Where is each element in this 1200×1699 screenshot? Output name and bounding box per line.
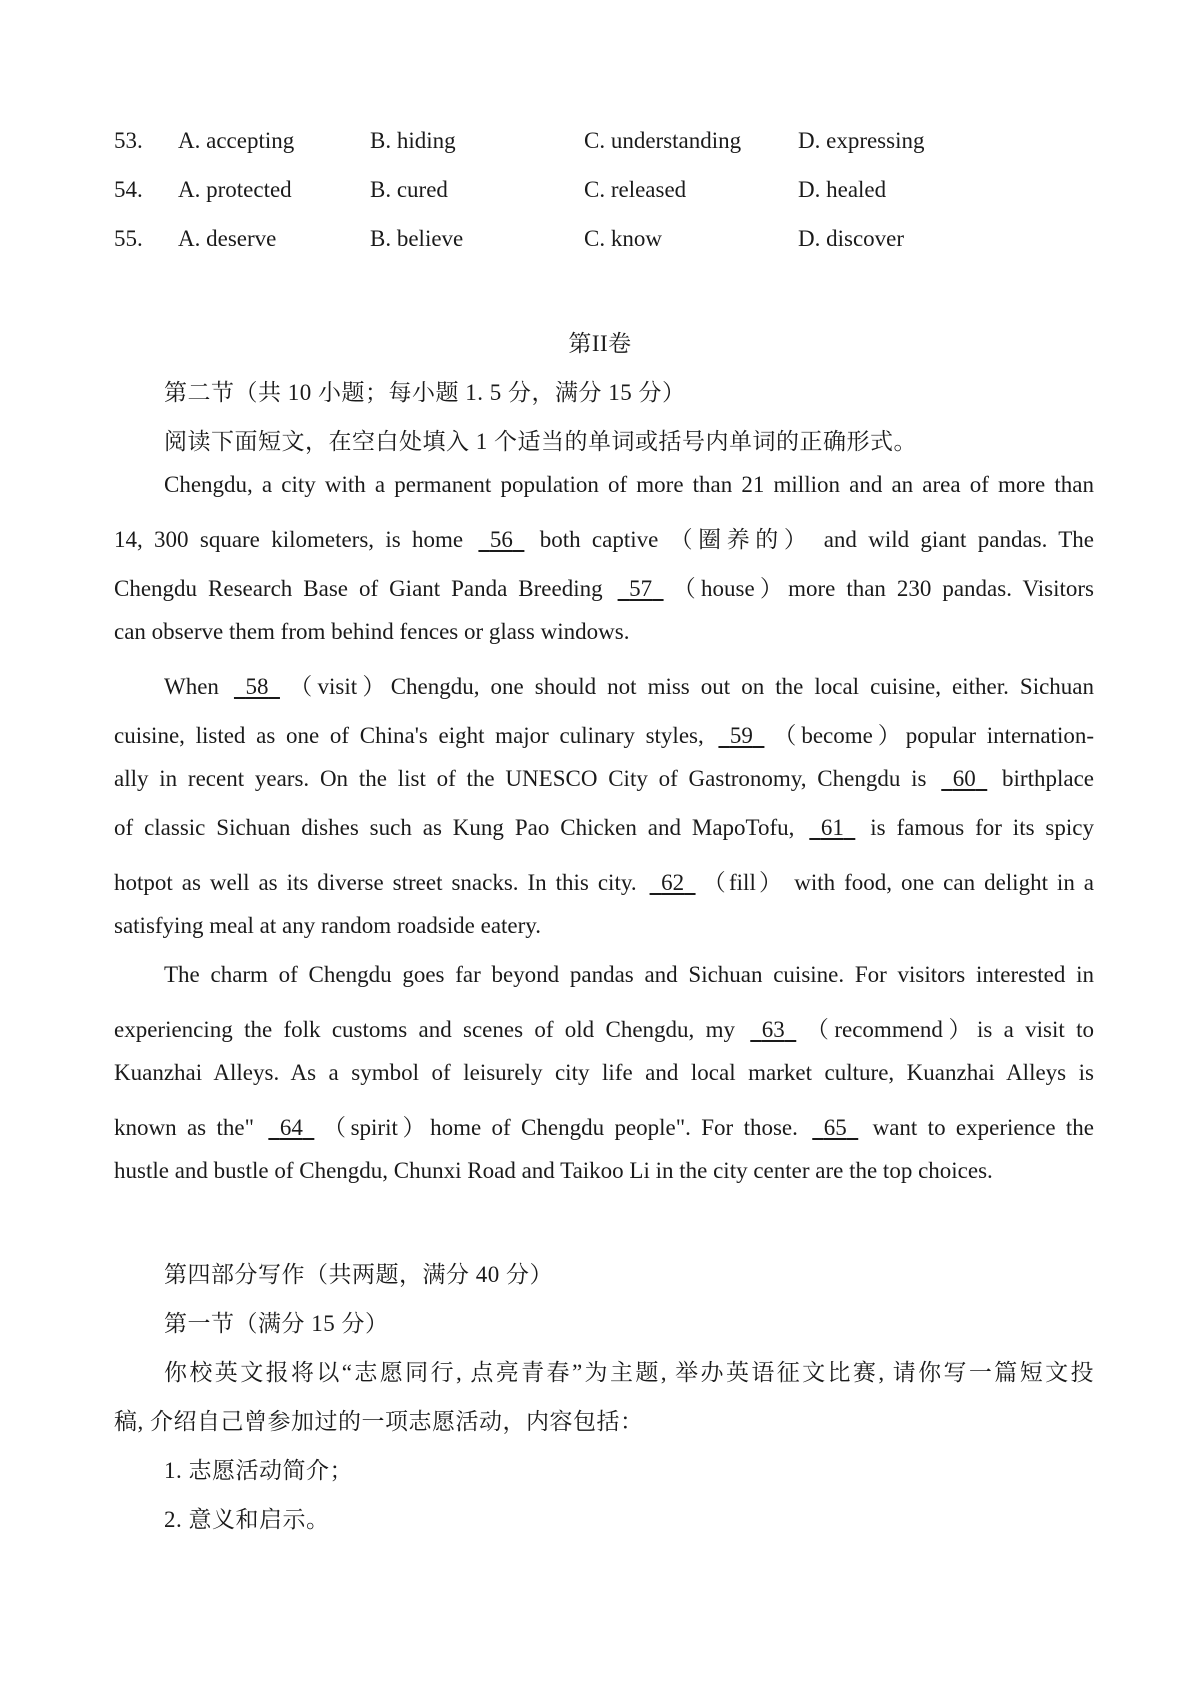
writing-item-1: 1. 志愿活动简介； (164, 1458, 353, 1483)
passage-line: ally in recent years. On the list of the UNESCO City of Gastronomy, Chengdu is 60 birthplace (114, 766, 1094, 791)
blank-63[interactable]: 63 (761, 1017, 785, 1042)
writing-section-title: 第一节（满分 15 分） (164, 1311, 389, 1336)
question-55-options (0, 226, 1200, 266)
blank-58[interactable]: 58 (245, 674, 269, 699)
blank-65[interactable]: 65 (823, 1115, 847, 1140)
writing-item-2: 2. 意义和启示。 (164, 1507, 330, 1532)
passage-line: can observe them from behind fences or glass windows. (114, 619, 630, 644)
blank-60[interactable]: 60 (952, 766, 976, 791)
passage-line: hotpot as well as its diverse street snacks. In this city. 62 （fill） with food, one can delight in a (114, 870, 1094, 895)
passage-line: 14, 300 square kilometers, is home 56 both captive （圈养的） and wild giant pandas. The (114, 527, 1094, 552)
passage-line: of classic Sichuan dishes such as Kung Pao Chicken and MapoTofu, 61 is famous for its spicy (114, 815, 1094, 840)
passage-line: experiencing the folk customs and scenes of old Chengdu, my 63 （recommend）is a visit to (114, 1017, 1094, 1042)
passage-line: cuisine, listed as one of China's eight major culinary styles, 59 （become）popular internation- (114, 723, 1094, 748)
question-number: 55. (114, 226, 143, 251)
option-b: B. cured (370, 177, 448, 202)
writing-prompt-line: 稿, 介绍自己曾参加过的一项志愿活动，内容包括： (114, 1409, 644, 1434)
option-a: A. accepting (178, 128, 295, 153)
passage-line: known as the" 64 （spirit）home of Chengdu people". For those. 65 want to experience the (114, 1115, 1094, 1140)
option-b: B. believe (370, 226, 464, 251)
question-number: 53. (114, 128, 143, 153)
blank-61[interactable]: 61 (820, 815, 844, 840)
option-c: C. released (584, 177, 687, 202)
option-c: C. know (584, 226, 662, 251)
volume-title: 第II卷 (568, 331, 632, 356)
passage-line: satisfying meal at any random roadside eatery. (114, 913, 542, 938)
passage-line: Kuanzhai Alleys. As a symbol of leisurely city life and local market culture, Kuanzhai Alleys is (114, 1060, 1094, 1085)
instruction-text: 阅读下面短文，在空白处填入 1 个适当的单词或括号内单词的正确形式。 (164, 429, 917, 454)
question-53-options (0, 128, 1200, 168)
writing-part-title: 第四部分写作（共两题，满分 40 分） (164, 1262, 553, 1287)
passage-line: Chengdu Research Base of Giant Panda Breeding 57 （house）more than 230 pandas. Visitors (114, 576, 1094, 601)
option-d: D. expressing (798, 128, 925, 153)
option-a: A. protected (178, 177, 292, 202)
blank-64[interactable]: 64 (279, 1115, 303, 1140)
blank-62[interactable]: 62 (661, 870, 685, 895)
option-d: D. discover (798, 226, 905, 251)
section-title: 第二节（共 10 小题；每小题 1. 5 分，满分 15 分） (164, 380, 686, 405)
option-c: C. understanding (584, 128, 742, 153)
blank-57[interactable]: 57 (629, 576, 653, 601)
passage-line: hustle and bustle of Chengdu, Chunxi Road and Taikoo Li in the city center are the top choices. (114, 1158, 993, 1183)
option-b: B. hiding (370, 128, 456, 153)
question-54-options (0, 177, 1200, 217)
option-a: A. deserve (178, 226, 277, 251)
blank-56[interactable]: 56 (489, 527, 513, 552)
blank-59[interactable]: 59 (729, 723, 753, 748)
writing-prompt-line: 你校英文报将以“志愿同行, 点亮青春”为主题, 举办英语征文比赛, 请你写一篇短文投 (164, 1360, 1094, 1385)
passage-line: When 58 （visit）Chengdu, one should not miss out on the local cuisine, either. Sichuan (164, 674, 1094, 699)
option-d: D. healed (798, 177, 887, 202)
passage-line: The charm of Chengdu goes far beyond pandas and Sichuan cuisine. For visitors interested in (164, 962, 1094, 987)
question-number: 54. (114, 177, 143, 202)
passage-line: Chengdu, a city with a permanent population of more than 21 million and an area of more than (164, 472, 1094, 497)
